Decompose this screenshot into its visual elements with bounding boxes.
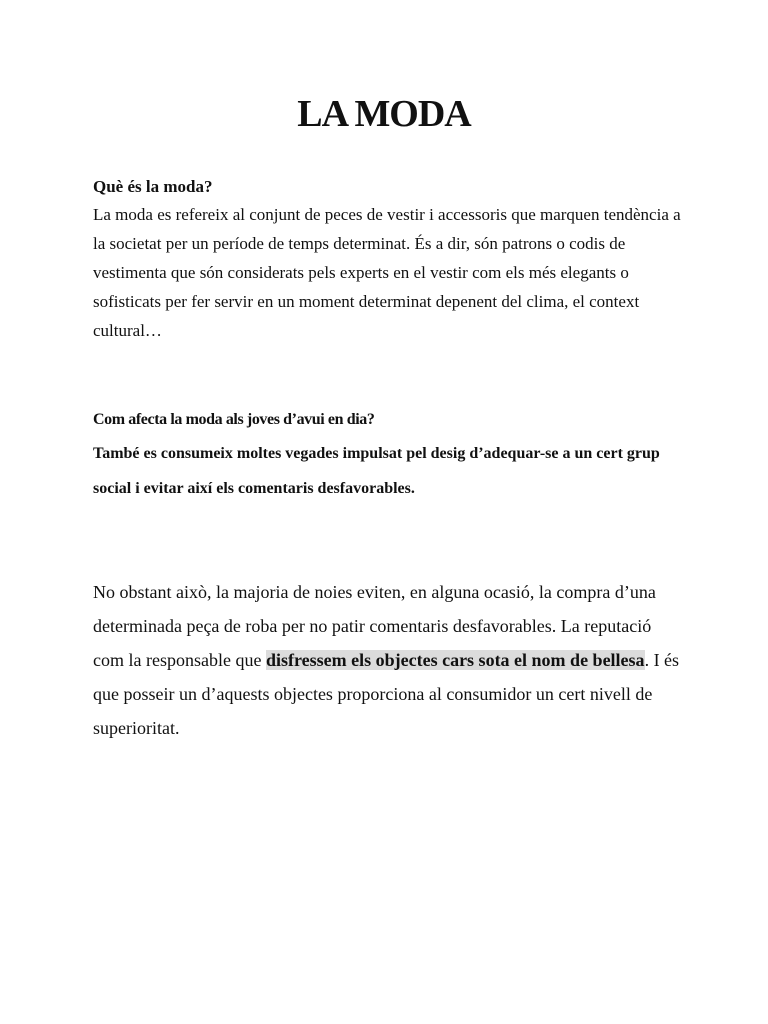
section-heading: Com afecta la moda als joves d’avui en dia?: [93, 411, 375, 428]
section-heading: Què és la moda?: [93, 177, 213, 196]
section-paragraph: [93, 575, 683, 745]
highlighted-phrase: disfressem els objectes cars sota el nom de bellesa: [265, 650, 645, 670]
paragraph-text: No obstant això, la majoria de noies eviten, en alguna ocasió, la compra d’una determinada peça de roba per no patir comentaris desfavorables. La reputació com la responsable que: [93, 582, 656, 670]
section-paragraph: La moda es refereix al conjunt de peces de vestir i accessoris que marquen tendència a la societat per un període de temps determinat. És a dir, són patrons o codis de vestimenta que són considerats pels experts en el vestir com els més elegants o sofisticats per fer servir en un moment determinat depenent del clima, el context cultural…: [93, 205, 681, 340]
emphasis-desig: desig: [430, 445, 466, 462]
paragraph-text: d’adequar-se a un cert grup social i evitar així els comentaris: [93, 445, 660, 497]
paragraph-text: També es consumeix moltes vegades impulsat pel: [93, 445, 431, 462]
section-reputation: [93, 575, 683, 745]
emphasis-desfavorables: desfavorables.: [317, 480, 415, 497]
page-title: LA MODA: [297, 93, 471, 135]
paragraph-text: . I és que posseir un d’aquests objectes proporciona al consumidor un cert nivell de superioritat.: [93, 650, 680, 738]
section-what-is-fashion: [93, 174, 683, 345]
section-effect-on-youth: [93, 406, 693, 506]
section-paragraph: [93, 436, 693, 506]
